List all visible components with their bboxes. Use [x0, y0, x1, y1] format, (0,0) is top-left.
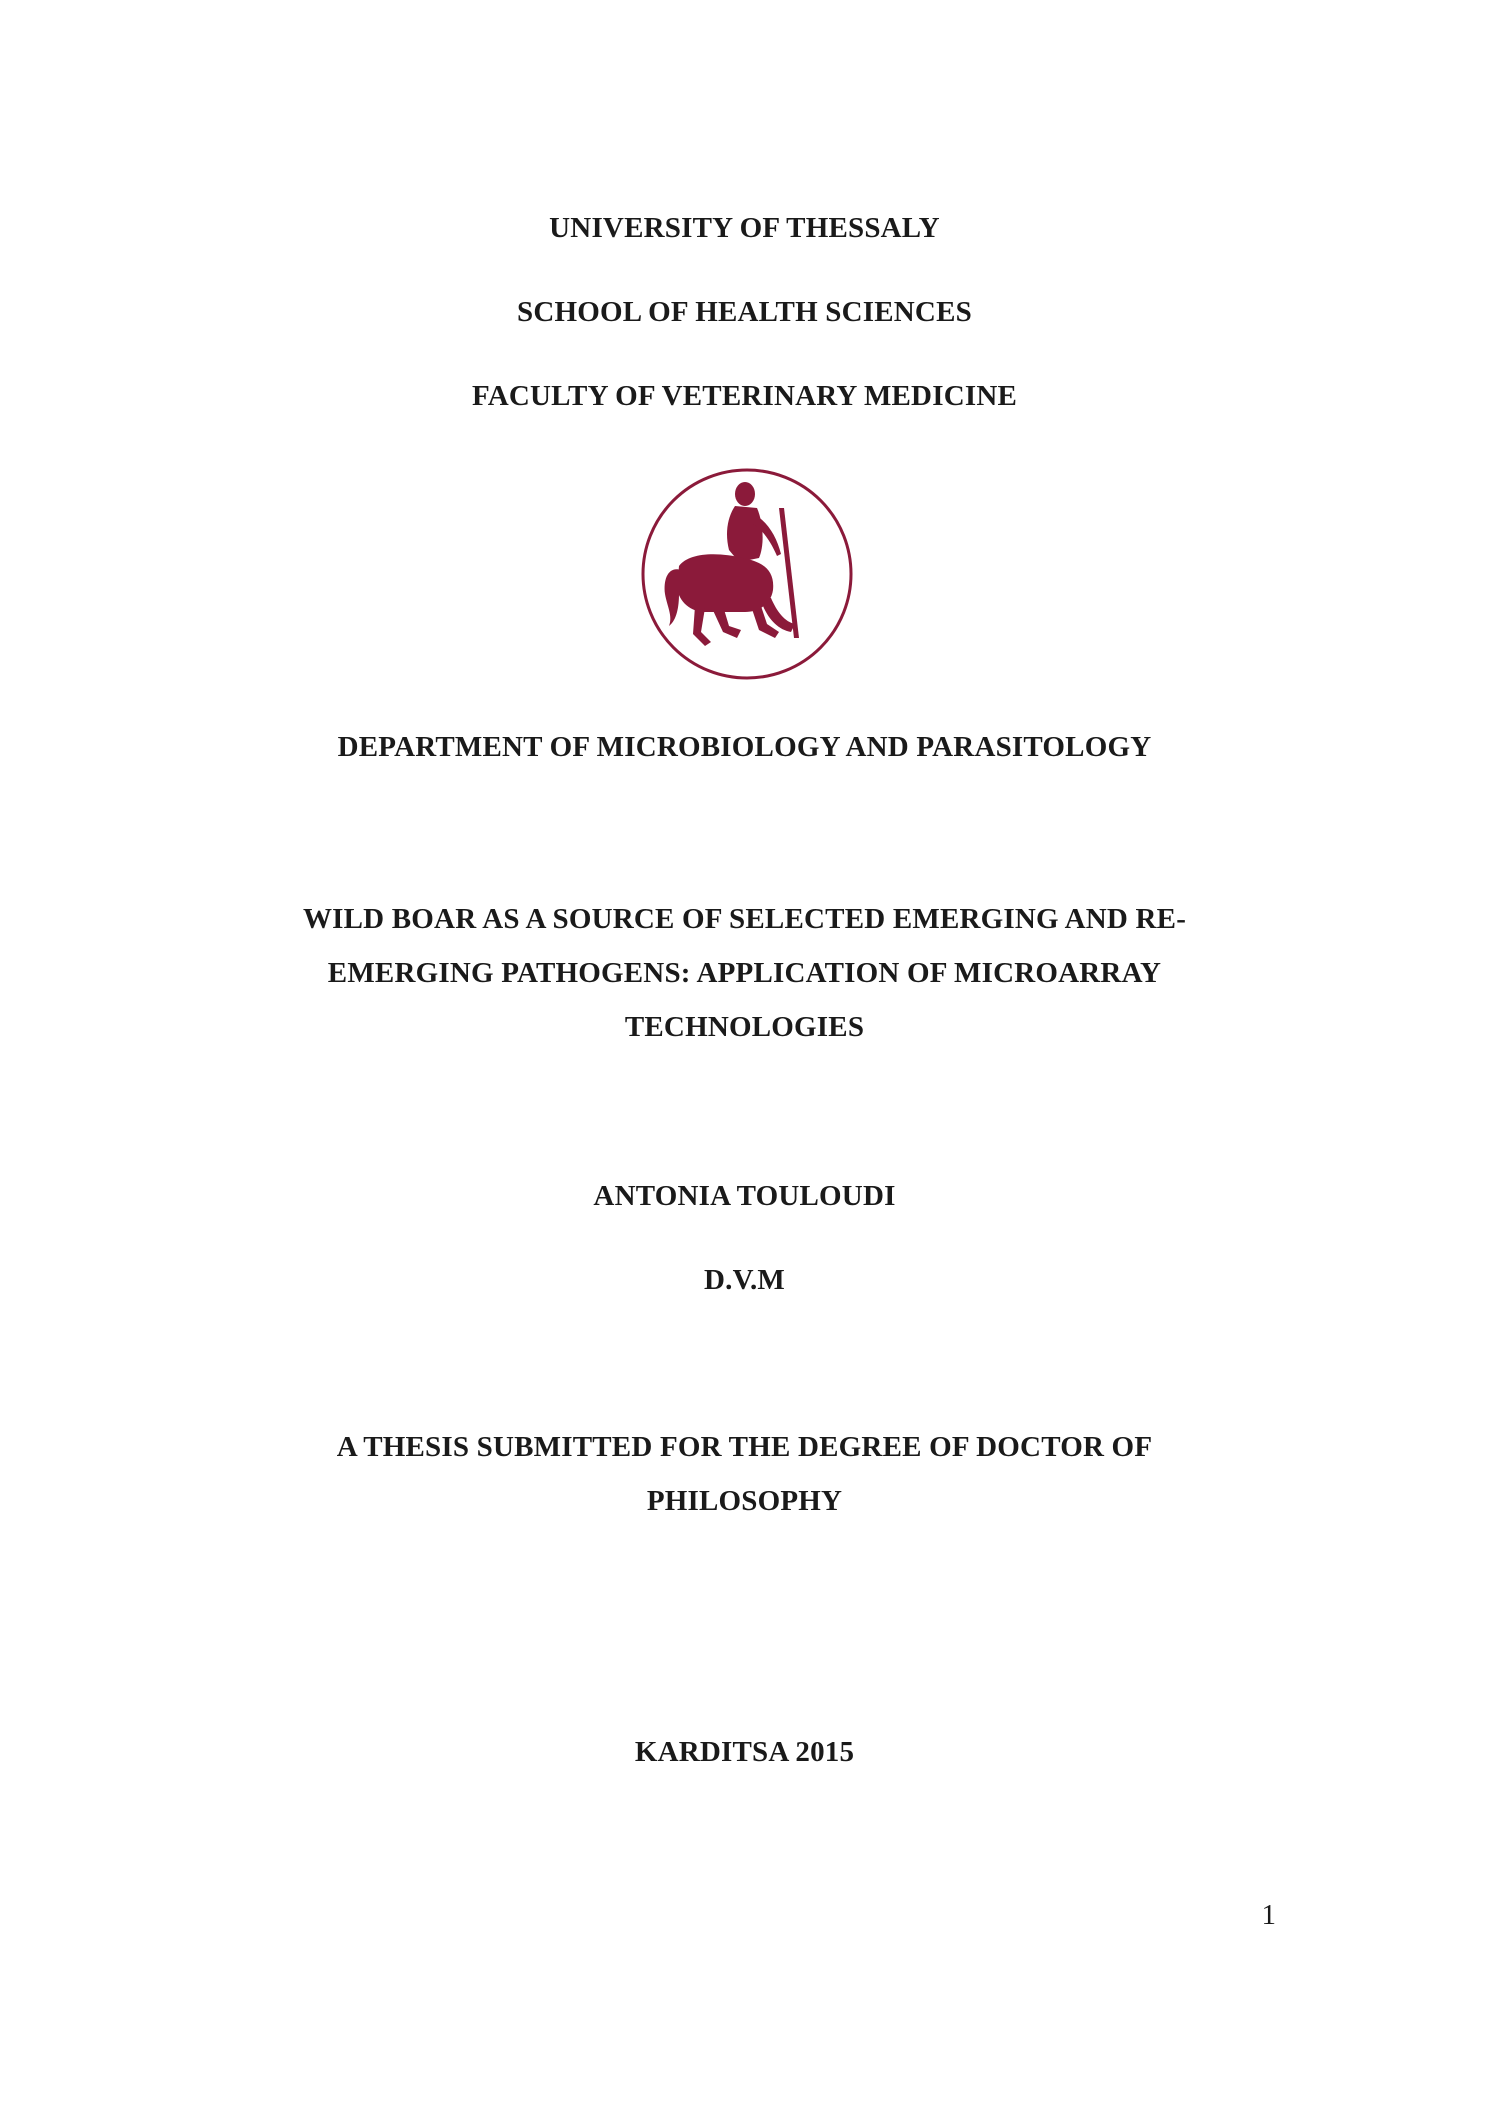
page-number: 1	[1261, 1899, 1276, 1931]
centaur-figure-icon	[665, 482, 799, 646]
submission-line: PHILOSOPHY	[646, 1485, 843, 1517]
author-name: ANTONIA TOULOUDI	[593, 1180, 896, 1212]
submission-statement	[0, 1420, 1489, 1528]
thesis-title	[0, 892, 1489, 1054]
faculty-name: FACULTY OF VETERINARY MEDICINE	[471, 380, 1018, 412]
department-name: DEPARTMENT OF MICROBIOLOGY AND PARASITOLOGY	[337, 731, 1152, 763]
centaur-seal-icon	[639, 466, 855, 682]
school-name: SCHOOL OF HEALTH SCIENCES	[517, 296, 972, 328]
place-year: KARDITSA 2015	[634, 1736, 855, 1768]
submission-line: A THESIS SUBMITTED FOR THE DEGREE OF DOCTOR OF	[336, 1431, 1153, 1463]
thesis-title-line: WILD BOAR AS A SOURCE OF SELECTED EMERGING AND RE-	[302, 903, 1187, 935]
university-name: UNIVERSITY OF THESSALY	[549, 212, 940, 244]
thesis-title-line: EMERGING PATHOGENS: APPLICATION OF MICROARRAY	[327, 957, 1162, 989]
author-degree: D.V.M	[703, 1264, 786, 1296]
thesis-title-line: TECHNOLOGIES	[624, 1011, 865, 1043]
